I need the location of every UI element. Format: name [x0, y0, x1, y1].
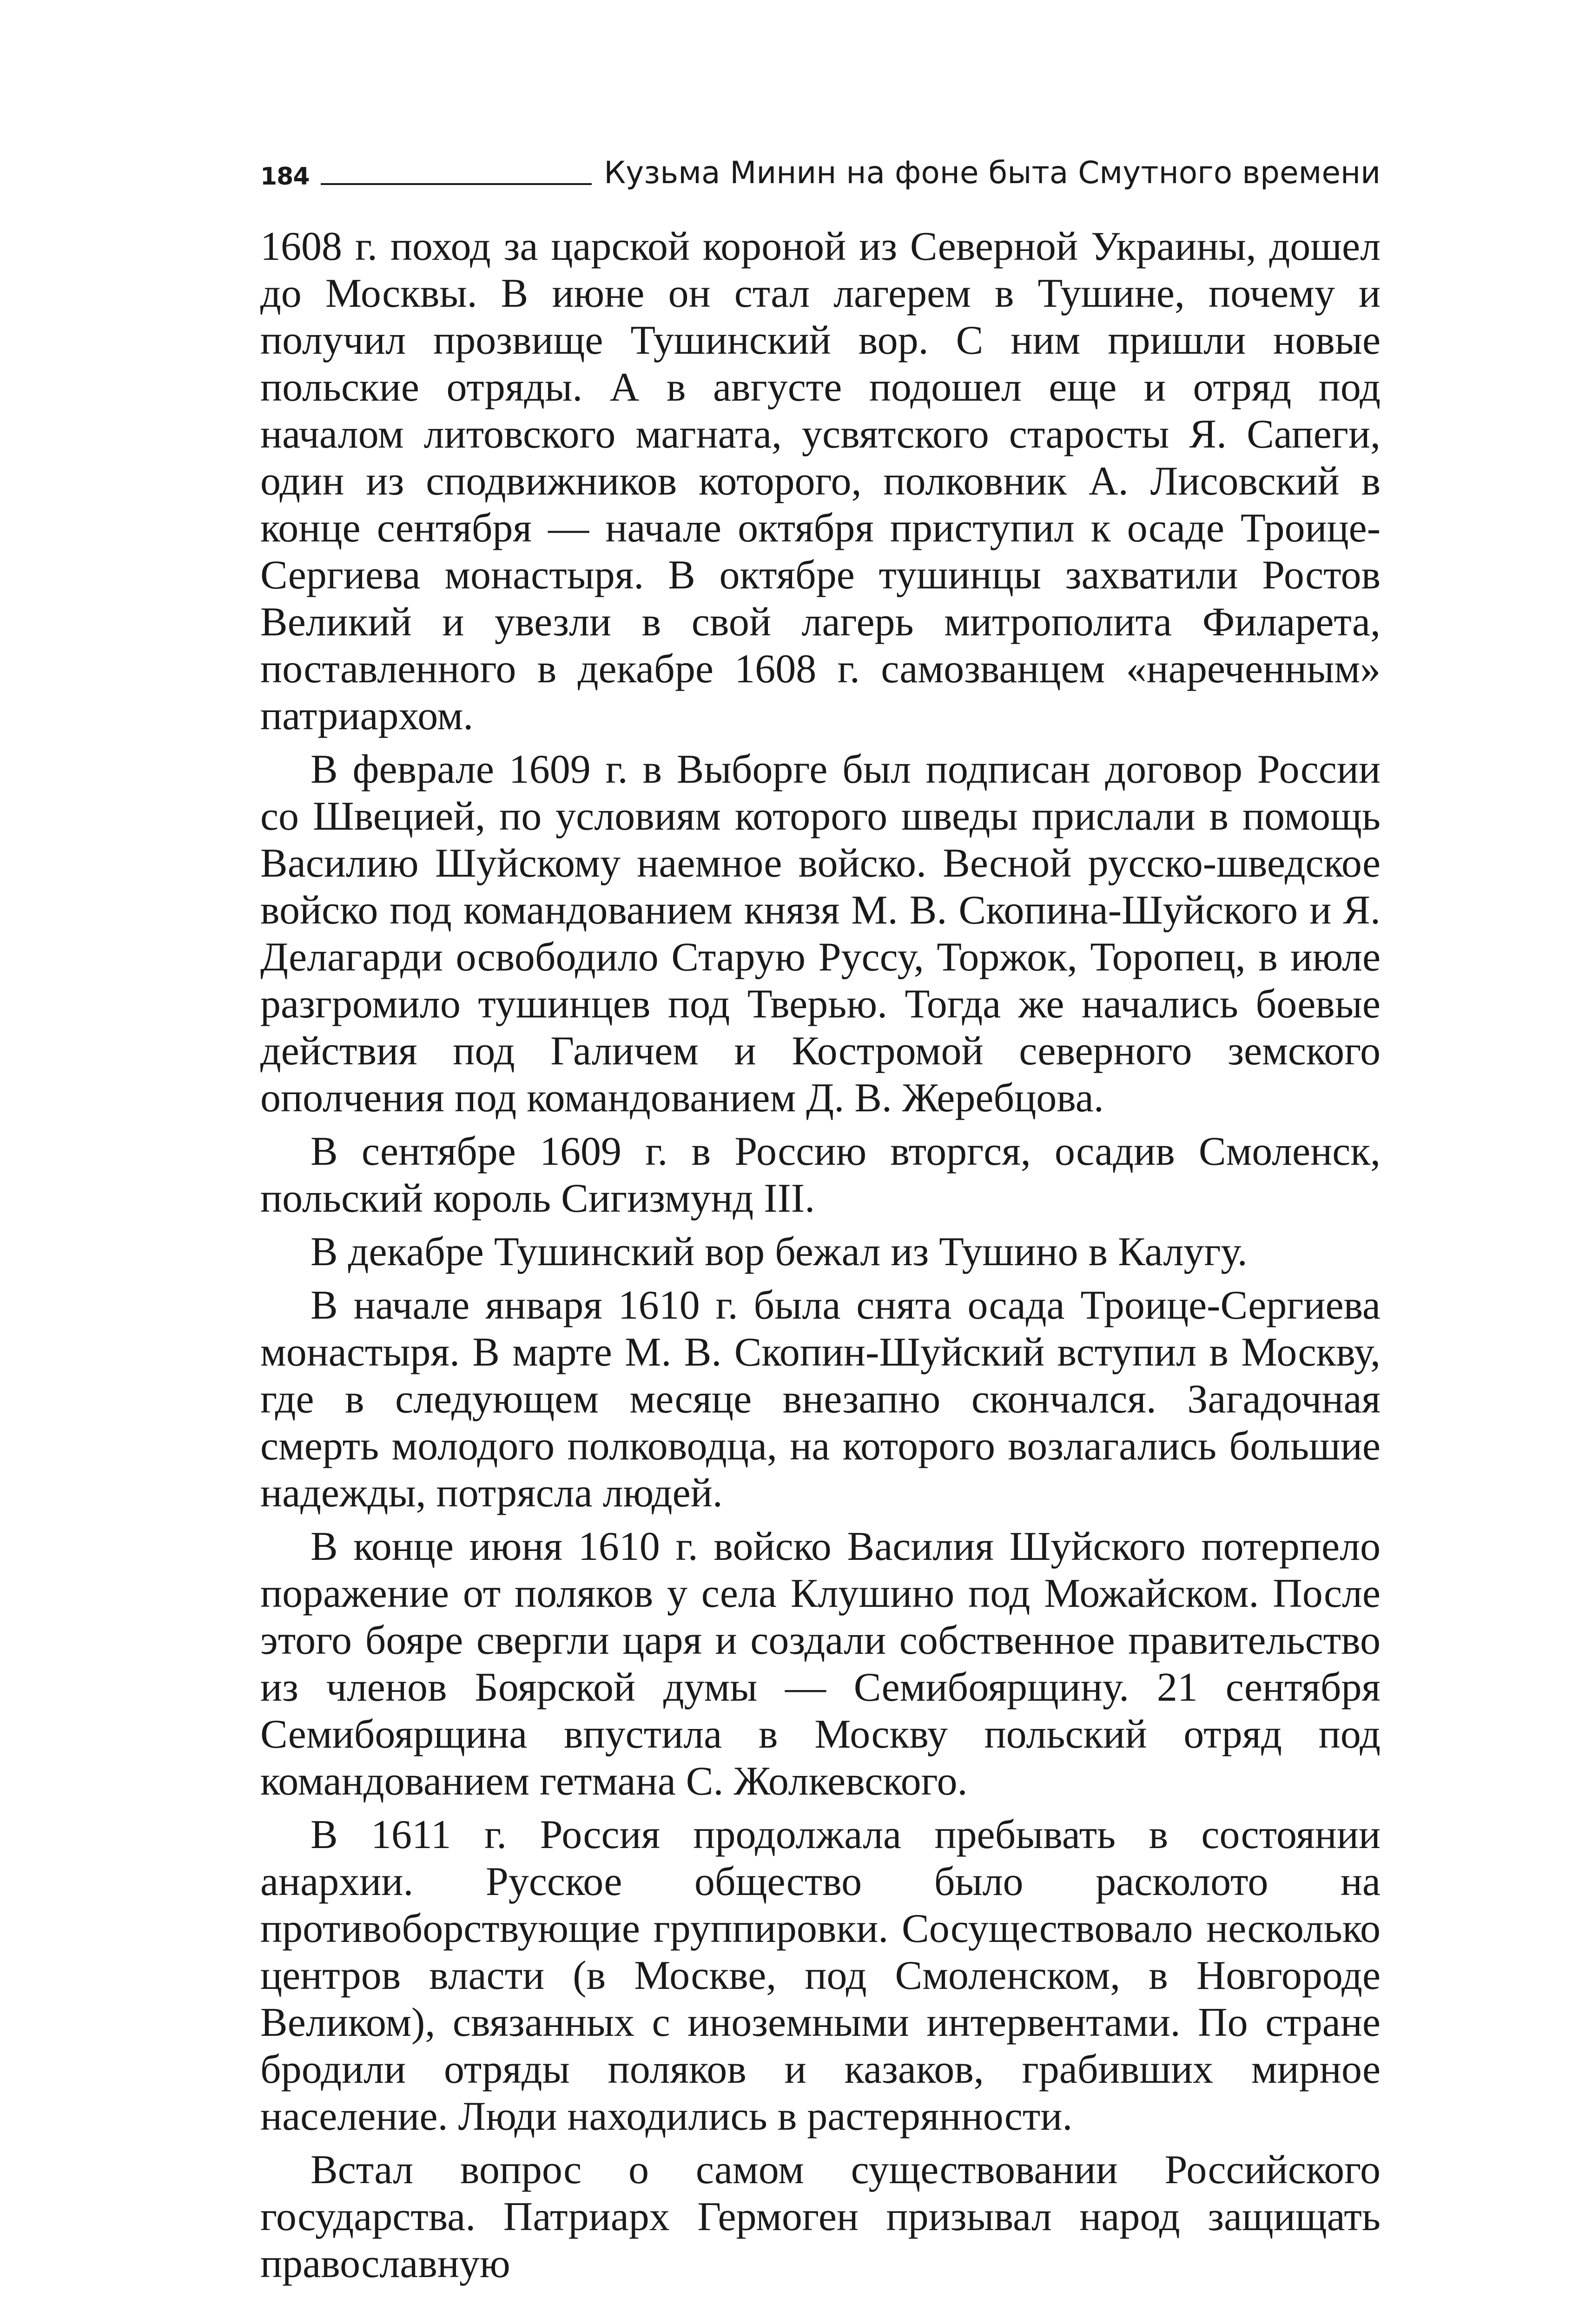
header-rule: [321, 183, 592, 185]
paragraph: 1608 г. поход за царской короной из Северной Украины, дошел до Москвы. В июне он стал лагерем в Тушине, почему и получил прозвище Тушинский вор. С ним пришли новые польские отряды. А в августе подошел еще и отряд под началом литовского магната, усвятского старосты Я. Сапеги, один из сподвижников которого, полковник А. Лисовский в конце сентября — начале октября приступил к осаде Троице-Сергиева монастыря. В октябре тушинцы захватили Ростов Великий и увезли в свой лагерь митрополита Филарета, поставленного в декабре 1608 г. самозванцем «нареченным» патриархом.: [260, 224, 1381, 739]
page-number: 184: [260, 163, 310, 191]
paragraph: В сентябре 1609 г. в Россию вторгся, осадив Смоленск, польский король Сигизмунд III.: [260, 1129, 1381, 1221]
running-header: [260, 153, 1381, 191]
body-text: [260, 223, 1381, 2287]
paragraph: В начале января 1610 г. была снята осада Троице-Сергиева монастыря. В марте М. В. Скопин-Шуйский вступил в Москву, где в следующем месяце внезапно скончался. Загадочная смерть молодого полководца, на которого возлагались большие надежды, потрясла людей.: [260, 1283, 1381, 1516]
paragraph: В феврале 1609 г. в Выборге был подписан договор России со Швецией, по условиям которого шведы прислали в помощь Василию Шуйскому наемное войско. Весной русско-шведское войско под командованием князя М. В. Скопина-Шуйского и Я. Делагарди освободило Старую Руссу, Торжок, Торопец, в июле разгромило тушинцев под Тверью. Тогда же начались боевые действия под Галичем и Костромой северного земского ополчения под командованием Д. В. Жеребцова.: [260, 747, 1381, 1121]
paragraph: В декабре Тушинский вор бежал из Тушино в Калугу.: [311, 1229, 1248, 1274]
paragraph: В конце июня 1610 г. войско Василия Шуйского потерпело поражение от поляков у села Клушино под Можайском. После этого бояре свергли царя и создали собственное правительство из членов Боярской думы — Семибоярщину. 21 сентября Семибоярщина впустила в Москву польский отряд под командованием гетмана С. Жолкевского.: [260, 1524, 1381, 1804]
paragraph: Встал вопрос о самом существовании Российского государства. Патриарх Гермоген призывал народ защищать православную: [260, 2147, 1381, 2286]
running-title: Кузьма Минин на фоне быта Смутного времени: [604, 155, 1381, 191]
book-page: [260, 153, 1381, 2287]
paragraph: В 1611 г. Россия продолжала пребывать в состоянии анархии. Русское общество было расколото на противоборствующие группировки. Сосуществовало несколько центров власти (в Москве, под Смоленском, в Новгороде Великом), связанных с иноземными интервентами. По стране бродили отряды поляков и казаков, грабивших мирное население. Люди находились в растерянности.: [260, 1812, 1381, 2139]
